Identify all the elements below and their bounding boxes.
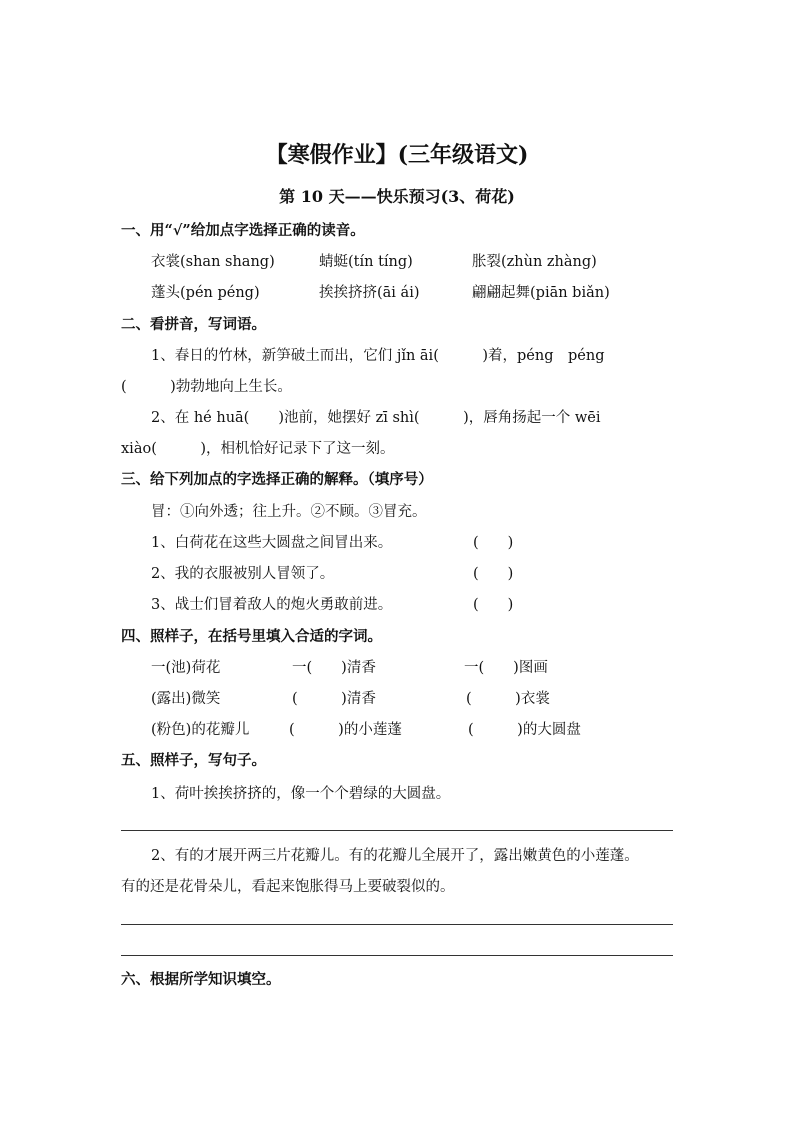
pinyin-item: 蜻蜓(tín tíng) <box>319 254 413 270</box>
section-6-heading: 六、根据所学知识填空。 <box>121 971 281 988</box>
answer-blank[interactable]: ( ) <box>473 566 514 582</box>
answer-blank[interactable]: ( ) <box>473 535 514 551</box>
fill-item[interactable]: ( )的大圆盘 <box>468 722 581 738</box>
fill-item[interactable]: ( )的小莲蓬 <box>289 722 402 738</box>
question-line: 3、战士们冒着敌人的炮火勇敢前进。 <box>151 597 393 613</box>
section-5-heading: 五、照样子，写句子。 <box>121 752 266 769</box>
pinyin-item: 衣裳(shan shang) <box>151 254 275 270</box>
fill-item[interactable]: 一( )图画 <box>464 660 548 676</box>
page-subtitle: 第 10 天——快乐预习(3、荷花) <box>279 187 515 206</box>
question-line: xiào( )，相机恰好记录下了这一刻。 <box>121 441 395 457</box>
pinyin-item: 翩翩起舞(piān biǎn) <box>472 285 610 301</box>
answer-blank[interactable]: ( ) <box>473 597 514 613</box>
page-title: 【寒假作业】(三年级语文) <box>265 142 529 168</box>
example-sentence: 有的还是花骨朵儿，看起来饱胀得马上要破裂似的。 <box>121 879 455 895</box>
fill-item: 一(池)荷花 <box>151 660 221 676</box>
answer-line[interactable] <box>121 955 673 956</box>
pinyin-item: 蓬头(pén péng) <box>151 285 260 301</box>
example-sentence: 1、荷叶挨挨挤挤的，像一个个碧绿的大圆盘。 <box>151 786 451 802</box>
question-line: 2、在 hé huā( )池前，她摆好 zī shì( )，唇角扬起一个 wēi <box>151 410 601 426</box>
answer-line[interactable] <box>121 830 673 831</box>
section-4-heading: 四、照样子，在括号里填入合适的字词。 <box>121 628 382 645</box>
fill-item[interactable]: ( )清香 <box>292 691 376 707</box>
pinyin-item: 胀裂(zhùn zhàng) <box>472 254 597 270</box>
answer-line[interactable] <box>121 924 673 925</box>
section-2-heading: 二、看拼音，写词语。 <box>121 316 266 333</box>
pinyin-item: 挨挨挤挤(āi ái) <box>319 285 420 301</box>
section-1-heading: 一、用“√”给加点字选择正确的读音。 <box>121 222 365 239</box>
question-line: 1、春日的竹林，新笋破土而出，它们 jǐn āi( )着，péng péng <box>151 348 605 364</box>
fill-item[interactable]: 一( )清香 <box>292 660 376 676</box>
section-3-heading: 三、给下列加点的字选择正确的解释。（填序号） <box>121 471 433 488</box>
fill-item: (粉色)的花瓣儿 <box>151 722 250 738</box>
question-line: 2、我的衣服被别人冒领了。 <box>151 566 335 582</box>
meaning-list: 冒：①向外透；往上升。②不顾。③冒充。 <box>151 504 427 520</box>
fill-item[interactable]: ( )衣裳 <box>466 691 550 707</box>
question-line: 1、白荷花在这些大圆盘之间冒出来。 <box>151 535 393 551</box>
fill-item: (露出)微笑 <box>151 691 221 707</box>
example-sentence: 2、有的才展开两三片花瓣儿。有的花瓣儿全展开了，露出嫩黄色的小莲蓬。 <box>151 848 639 864</box>
question-line: ( )勃勃地向上生长。 <box>121 379 292 395</box>
